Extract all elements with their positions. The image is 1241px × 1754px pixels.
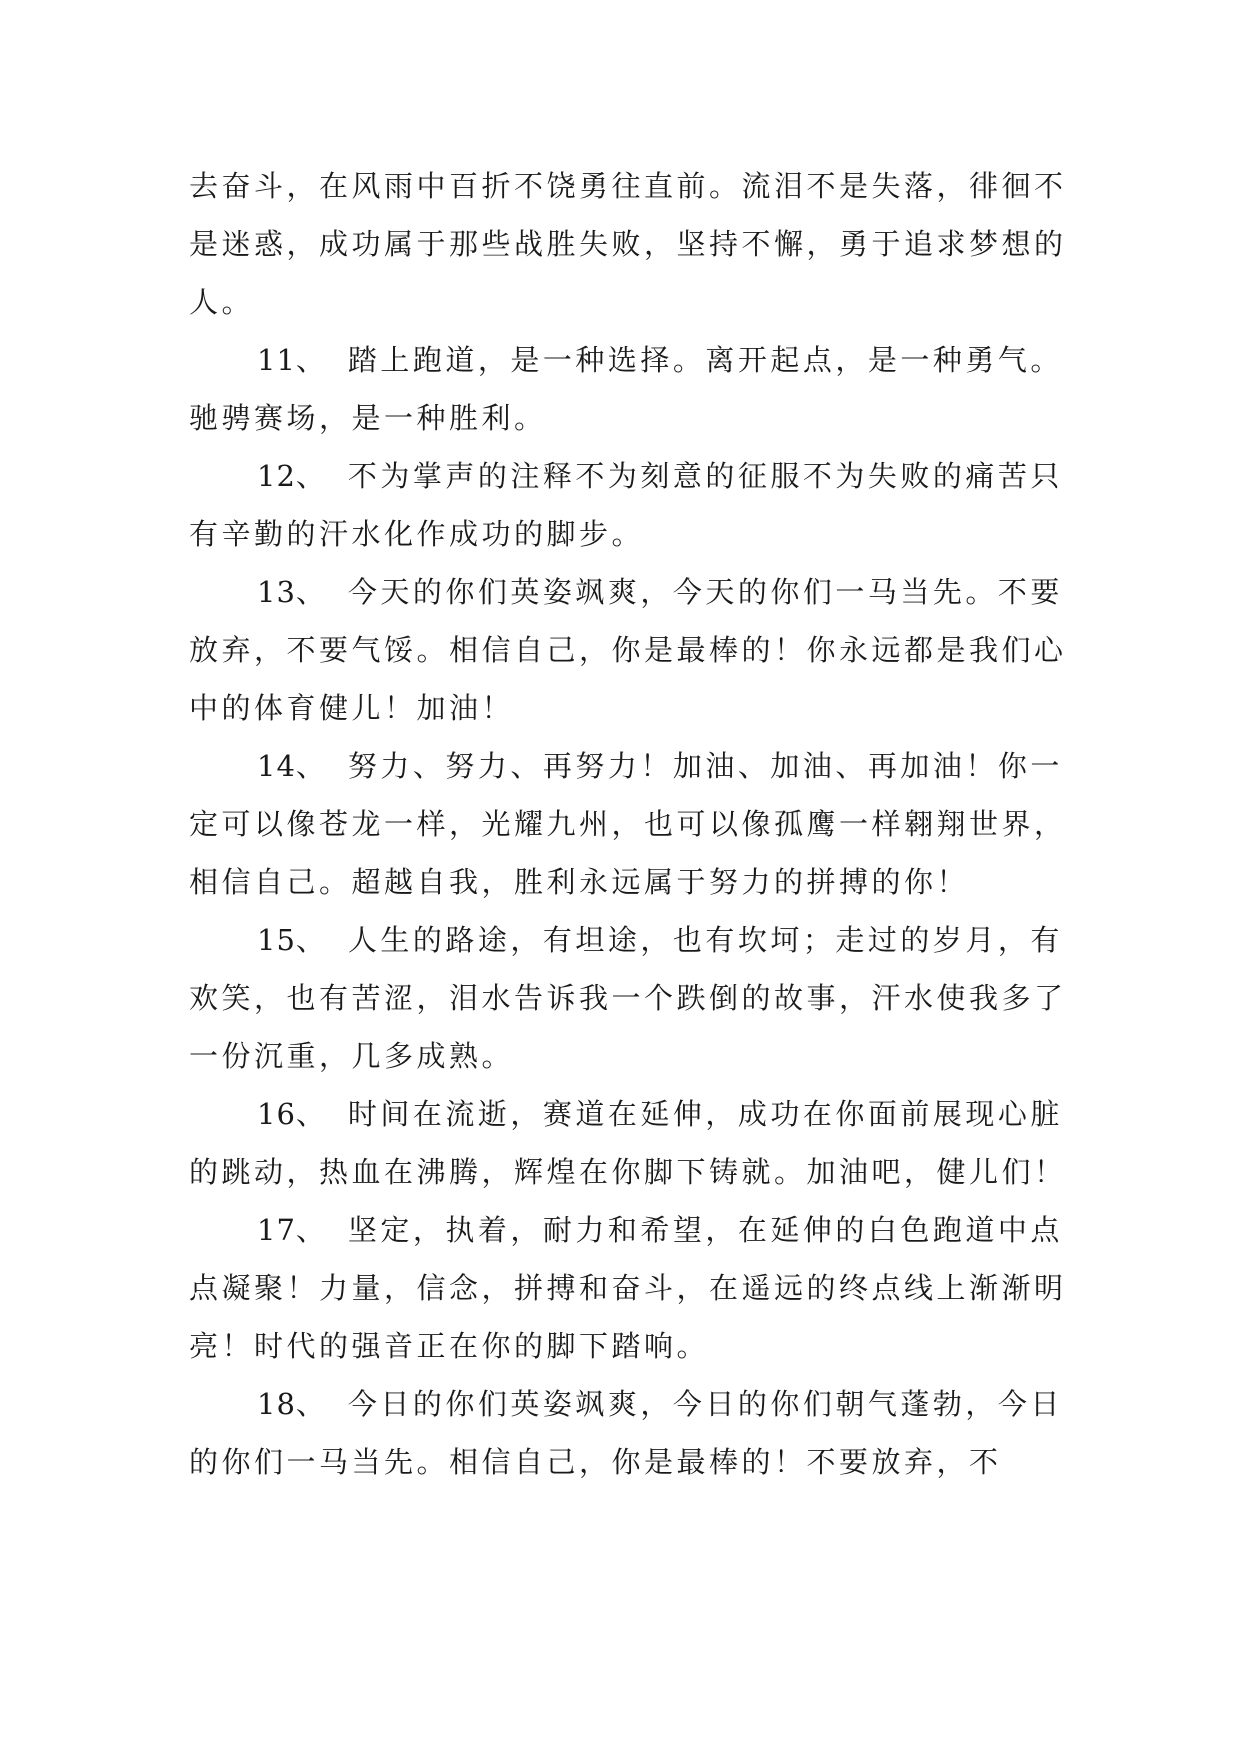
item-number: 18、 bbox=[257, 1387, 326, 1421]
list-item bbox=[189, 1201, 1069, 1375]
item-number: 17、 bbox=[257, 1213, 326, 1247]
item-number: 12、 bbox=[257, 459, 326, 493]
list-item bbox=[189, 1085, 1069, 1201]
item-number: 16、 bbox=[257, 1097, 326, 1131]
item-text: 努力、努力、再努力！加油、加油、再加油！你一定可以像苍龙一样，光耀九州，也可以像孤鹰一样翱翔世界，相信自己。超越自我，胜利永远属于努力的拼搏的你！ bbox=[189, 749, 1067, 899]
item-text: 坚定，执着，耐力和希望，在延伸的白色跑道中点点凝聚！力量，信念，拼搏和奋斗，在遥远的终点线上渐渐明亮！时代的强音正在你的脚下踏响。 bbox=[189, 1213, 1067, 1363]
item-number: 15、 bbox=[257, 923, 326, 957]
document-body bbox=[189, 157, 1069, 1491]
list-item bbox=[189, 737, 1069, 911]
list-item bbox=[189, 331, 1069, 447]
item-text: 今天的你们英姿飒爽，今天的你们一马当先。不要放弃，不要气馁。相信自己，你是最棒的！你永远都是我们心中的体育健儿！加油！ bbox=[189, 575, 1067, 725]
list-item bbox=[189, 1375, 1069, 1491]
list-item bbox=[189, 563, 1069, 737]
list-item bbox=[189, 447, 1069, 563]
item-text: 不为掌声的注释不为刻意的征服不为失败的痛苦只有辛勤的汗水化作成功的脚步。 bbox=[189, 459, 1063, 551]
item-text: 今日的你们英姿飒爽，今日的你们朝气蓬勃，今日的你们一马当先。相信自己，你是最棒的！不要放弃，不 bbox=[189, 1387, 1063, 1479]
item-text: 时间在流逝，赛道在延伸，成功在你面前展现心脏的跳动，热血在沸腾，辉煌在你脚下铸就。加油吧，健儿们！ bbox=[189, 1097, 1067, 1189]
item-number: 11、 bbox=[257, 343, 326, 377]
item-text: 人生的路途，有坦途，也有坎坷；走过的岁月，有欢笑，也有苦涩，泪水告诉我一个跌倒的故事，汗水使我多了一份沉重，几多成熟。 bbox=[189, 923, 1067, 1073]
item-number: 13、 bbox=[257, 575, 326, 609]
list-item bbox=[189, 911, 1069, 1085]
item-number: 14、 bbox=[257, 749, 326, 783]
item-text: 踏上跑道，是一种选择。离开起点，是一种勇气。驰骋赛场，是一种胜利。 bbox=[189, 343, 1063, 435]
continuation-paragraph: 去奋斗，在风雨中百折不饶勇往直前。流泪不是失落，徘徊不是迷惑，成功属于那些战胜失败，坚持不懈，勇于追求梦想的人。 bbox=[189, 169, 1067, 319]
